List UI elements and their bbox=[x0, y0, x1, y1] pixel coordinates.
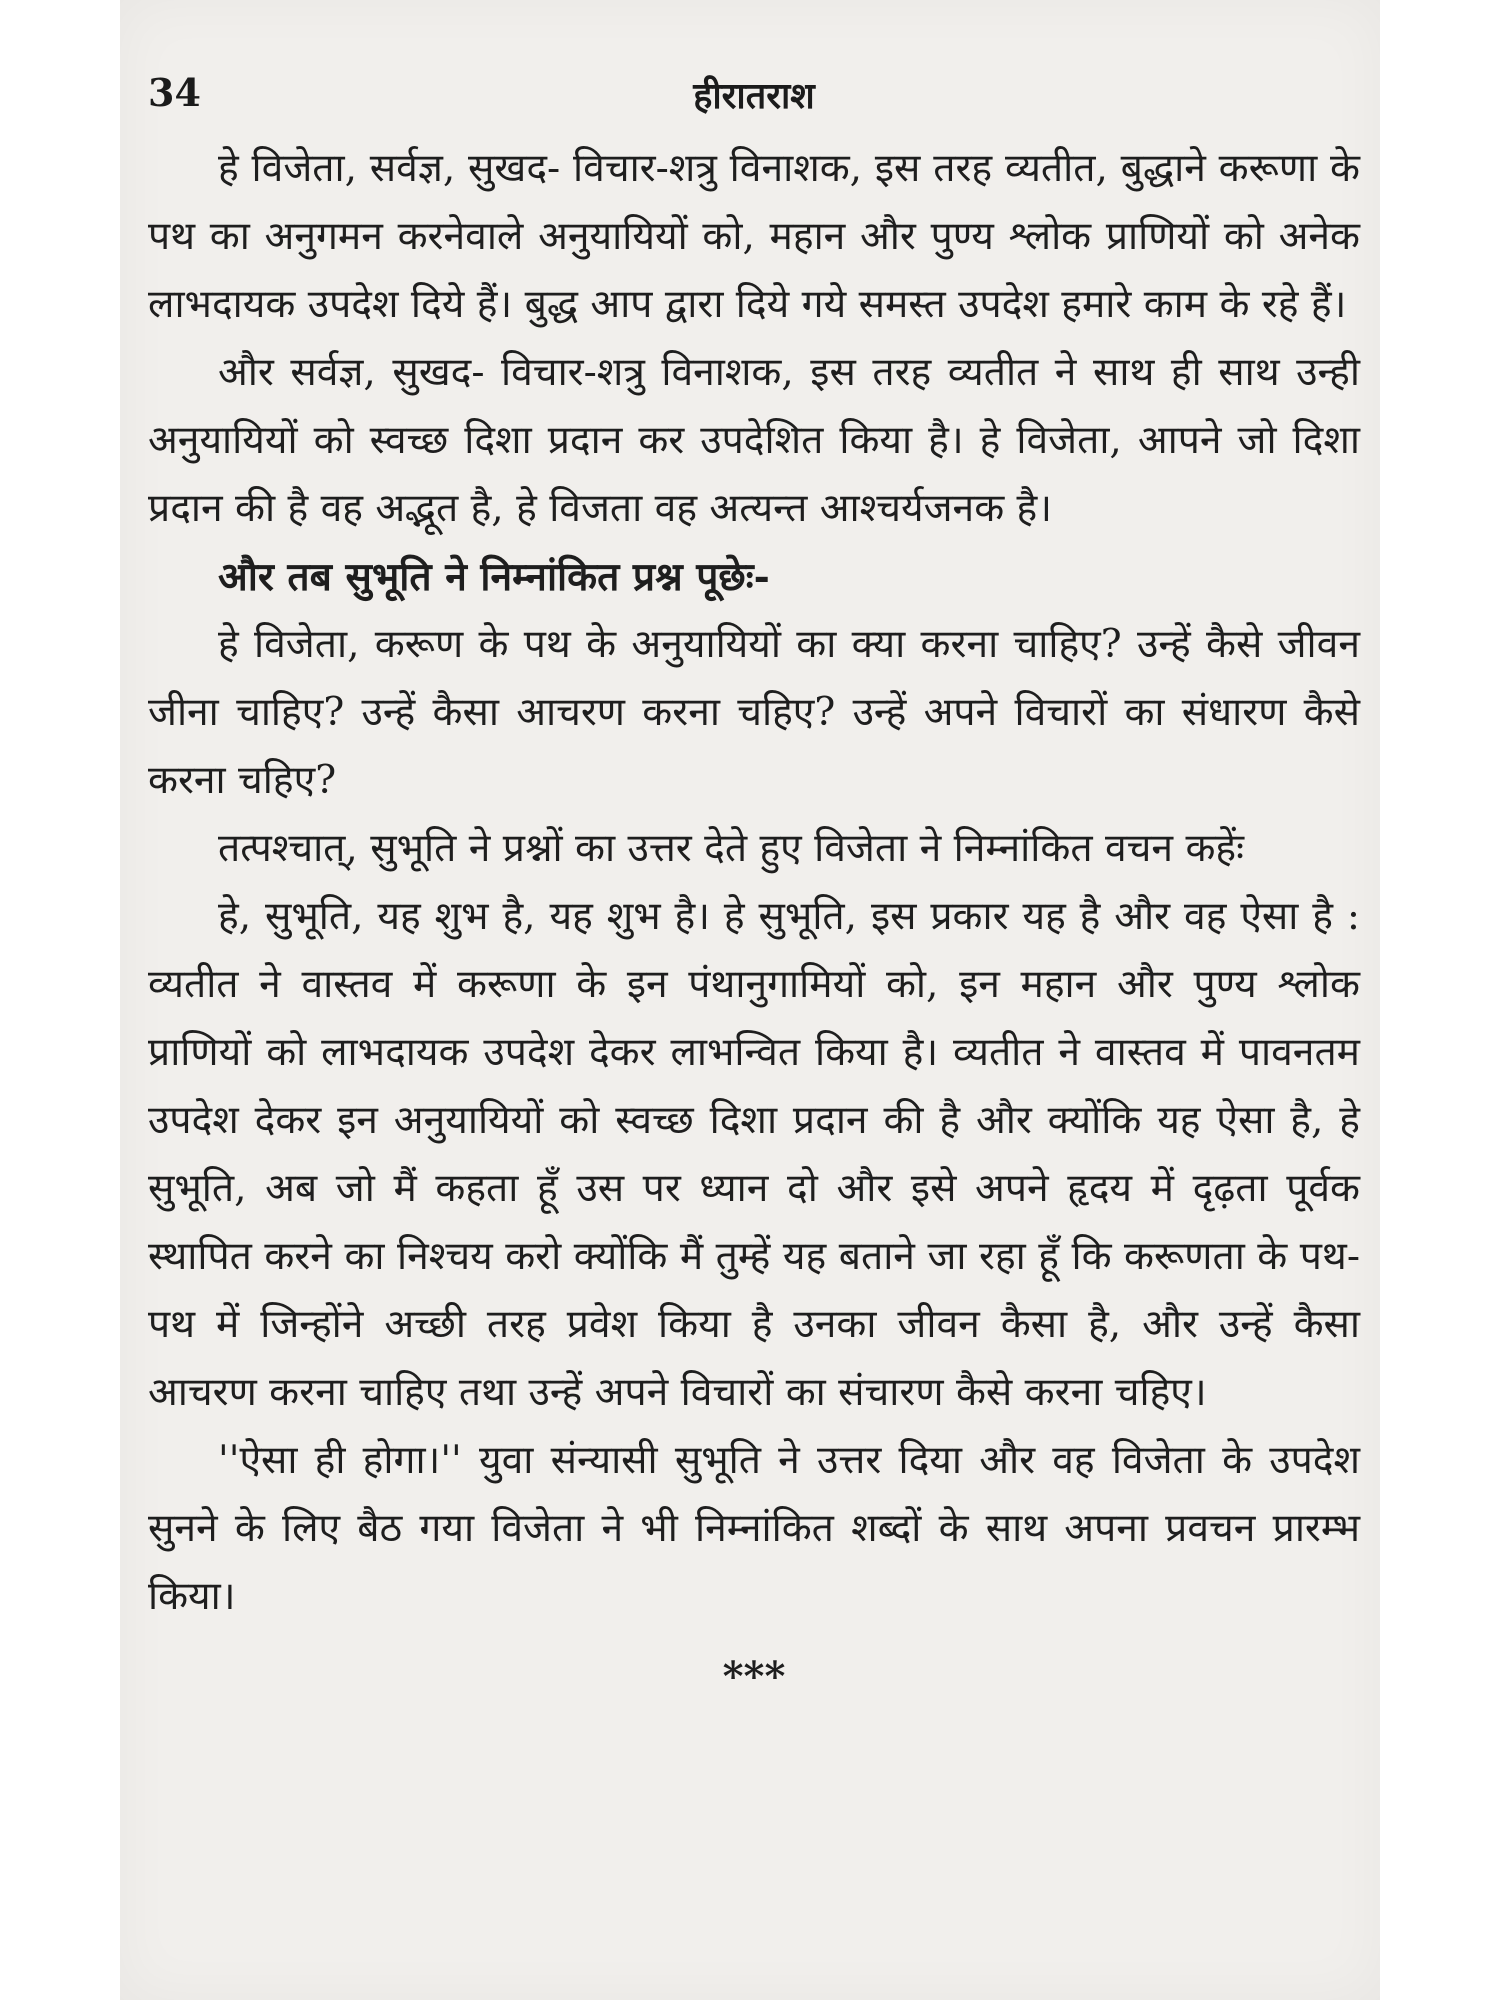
paragraph-4: तत्पश्चात्, सुभूति ने प्रश्नों का उत्तर देते हुए विजेता ने निम्नांकित वचन कहेंः bbox=[218, 826, 1244, 871]
paragraph-5: हे, सुभूति, यह शुभ है, यह शुभ है। हे सुभूति, इस प्रकार यह है और वह ऐसा है : व्यतीत ने वास्तव में करूणा के इन पंथानुगामियों को, इन महान और पुण्य श्लोक प्राणियों को लाभदायक उपदेश देकर लाभन्वित किया है। व्यतीत ने वास्तव में पावनतम उपदेश देकर इन अनुयायियों को स्वच्छ दिशा प्रदान की है और क्योंकि यह ऐसा है, हे सुभूति, अब जो मैं कहता हूँ उस पर ध्यान दो और इसे अपने हृदय में दृढ़ता पूर्वक स्थापित करने का निश्चय करो क्योंकि मैं तुम्हें यह बताने जा रहा हूँ कि करूणता के पथ-पथ में जिन्होंने अच्छी तरह प्रवेश किया है उनका जीवन कैसा है, और उन्हें कैसा आचरण करना चाहिए तथा उन्हें अपने विचारों का संचारण कैसे करना चहिए। bbox=[148, 894, 1360, 1415]
section-ornament: *** bbox=[722, 1653, 786, 1700]
section-heading: और तब सुभूति ने निम्नांकित प्रश्न पूछेः- bbox=[218, 554, 770, 600]
paragraph-3: हे विजेता, करूण के पथ के अनुयायियों का क्या करना चाहिए? उन्हें कैसे जीवन जीना चाहिए? उन्हें कैसा आचरण करना चहिए? उन्हें अपने विचारों का संधारण कैसे करना चहिए? bbox=[148, 622, 1360, 803]
running-title: हीरातराश bbox=[693, 75, 815, 117]
page-header bbox=[148, 70, 1360, 120]
paragraph-1: हे विजेता, सर्वज्ञ, सुखद- विचार-शत्रु विनाशक, इस तरह व्यतीत, बुद्धाने करूणा के पथ का अनुगमन करनेवाले अनुयायियों को, महान और पुण्य श्लोक प्राणियों को अनेक लाभदायक उपदेश दिये हैं। बुद्ध आप द्वारा दिये गये समस्त उपदेश हमारे काम के रहे हैं। bbox=[148, 146, 1360, 327]
paragraph-6: ''ऐसा ही होगा।'' युवा संन्यासी सुभूति ने उत्तर दिया और वह विजेता के उपदेश सुनने के लिए बैठ गया विजेता ने भी निम्नांकित शब्दों के साथ अपना प्रवचन प्रारम्भ किया। bbox=[148, 1438, 1360, 1619]
page-number: 34 bbox=[148, 70, 201, 115]
page-body bbox=[148, 135, 1360, 1707]
paragraph-2: और सर्वज्ञ, सुखद- विचार-शत्रु विनाशक, इस तरह व्यतीत ने साथ ही साथ उन्ही अनुयायियों को स्वच्छ दिशा प्रदान कर उपदेशित किया है। हे विजेता, आपने जो दिशा प्रदान की है वह अद्भूत है, हे विजता वह अत्यन्त आश्चर्यजनक है। bbox=[148, 350, 1360, 531]
